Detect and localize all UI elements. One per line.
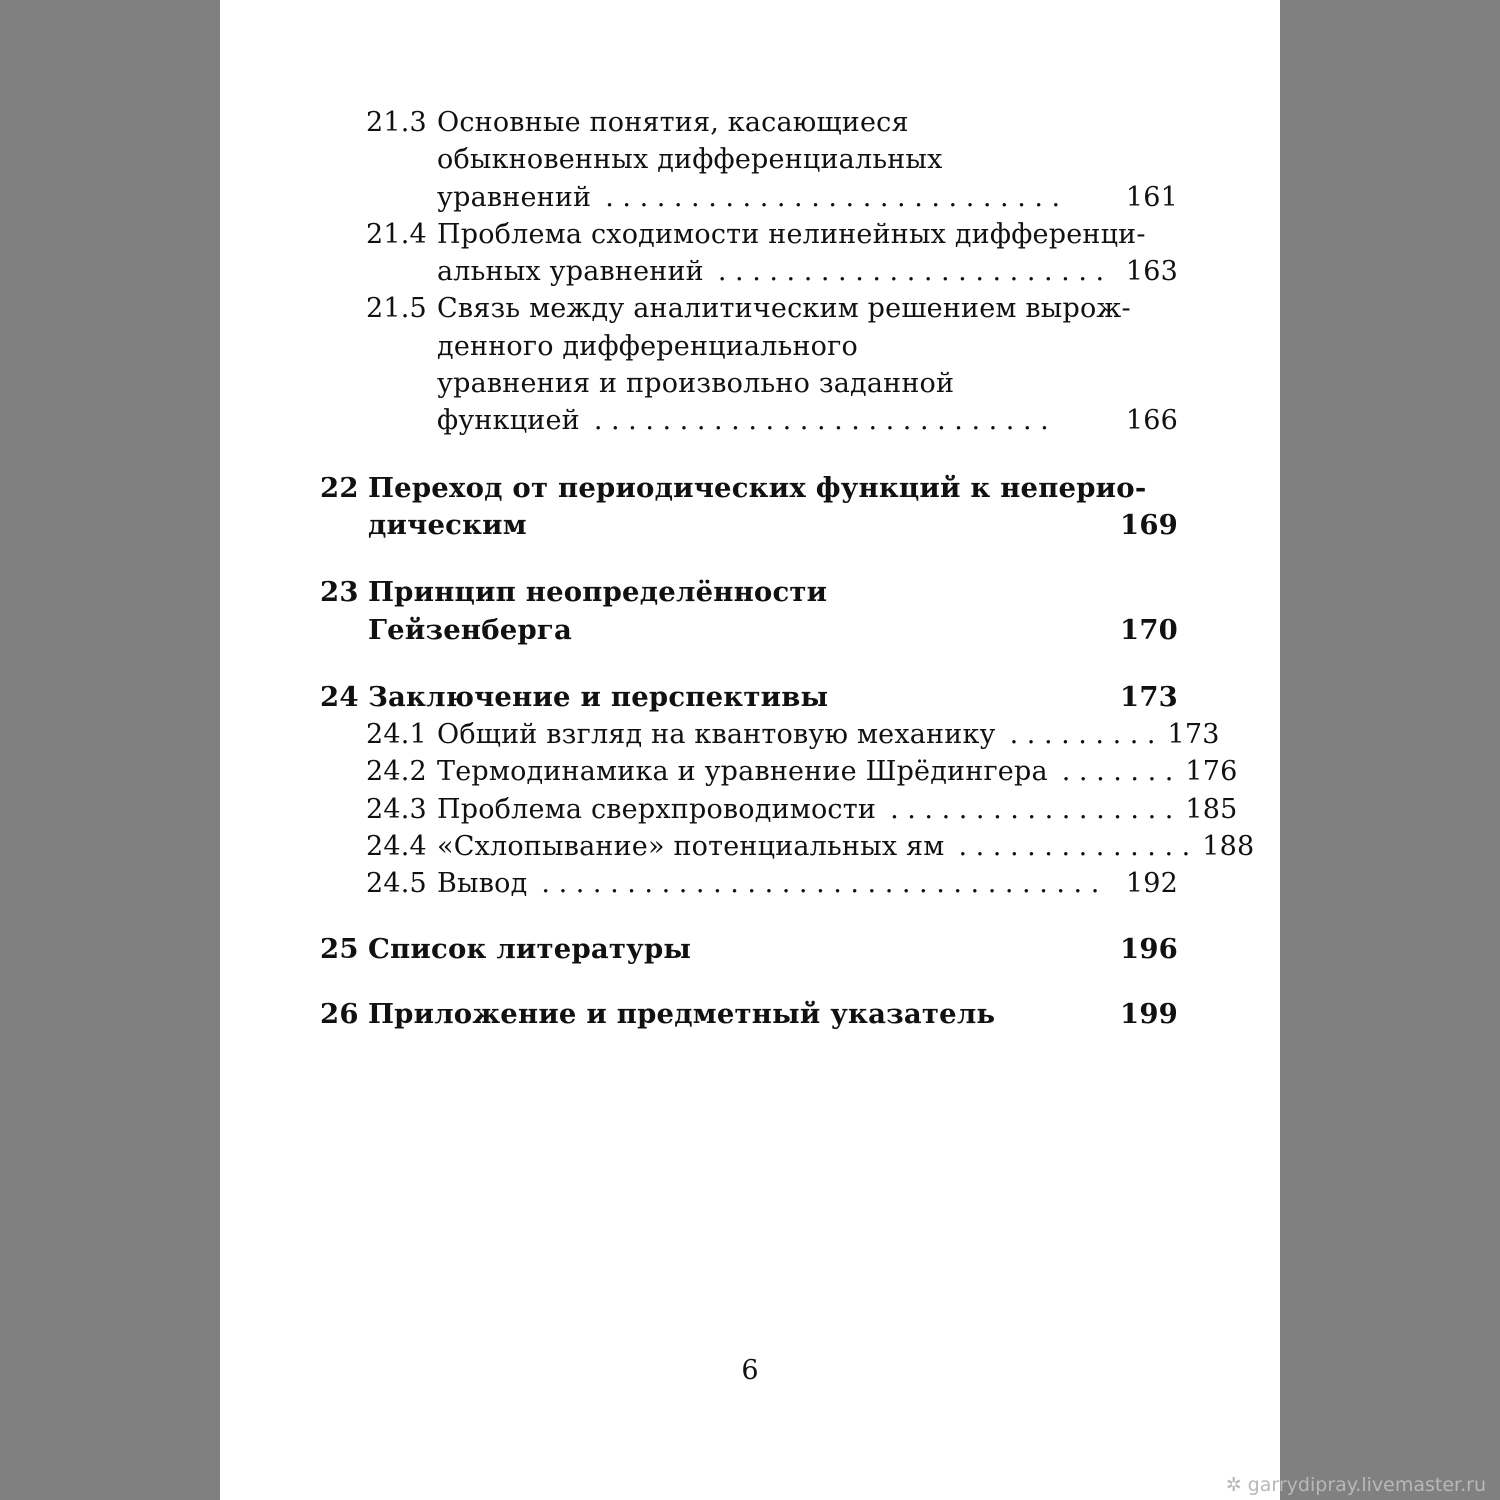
entry-page: 161 bbox=[1125, 181, 1178, 213]
leader-dots: . . . . . . . . . . . . . . . . . . . . . . . . . . . bbox=[593, 405, 1049, 437]
chapter-title-line: Гейзенберга bbox=[368, 613, 572, 646]
spacer bbox=[320, 440, 1178, 470]
entry-title: Проблема сверхпроводимости bbox=[437, 793, 877, 825]
chapter-continuation bbox=[320, 507, 1178, 544]
leader-line bbox=[437, 402, 1178, 439]
entry-continuation bbox=[320, 328, 1178, 365]
leader-dots: . . . . . . . . . . . . . . . . . . . . . . . . . . . bbox=[605, 181, 1061, 213]
entry-title-line: уравнения и произвольно заданной bbox=[437, 368, 955, 400]
chapter-number: 22 bbox=[320, 471, 359, 504]
chapter-number: 26 bbox=[320, 997, 359, 1030]
page-number: 6 bbox=[741, 1355, 759, 1386]
entry-page: 176 bbox=[1185, 756, 1238, 788]
spacer bbox=[320, 649, 1178, 679]
entry-continuation bbox=[320, 365, 1178, 402]
entry-number: 24.4 bbox=[366, 831, 427, 863]
leader-dots: . . . . . . . . . . . . . . bbox=[958, 831, 1191, 863]
leader-line bbox=[437, 865, 1178, 902]
entry-number: 24.3 bbox=[366, 793, 427, 825]
entry-title: Термодинамика и уравнение Шрёдингера bbox=[437, 756, 1048, 788]
leader-dots: . . . . . . . . . . . . . . . . . . . . . . . . . . . . . . . . . bbox=[541, 868, 1100, 900]
entry-title-line: Основные понятия, касающиеся bbox=[437, 107, 909, 138]
entry-page: 188 bbox=[1202, 831, 1255, 863]
entry-title: «Схлопывание» потенциальных ям bbox=[437, 831, 945, 863]
chapter-title: Приложение и предметный указатель bbox=[368, 997, 996, 1030]
entry-continuation bbox=[320, 402, 1178, 439]
entry-title: Вывод bbox=[437, 868, 528, 900]
entry-title-line: денного дифференциального bbox=[437, 330, 858, 362]
entry-title-line: обыкновенных дифференциальных bbox=[437, 144, 943, 176]
toc-chapter-22 bbox=[320, 470, 1178, 507]
chapter-continuation bbox=[320, 612, 1178, 649]
entry-title-line: Связь между аналитическим решением вырож- bbox=[437, 293, 1131, 325]
toc-entry-24-2 bbox=[320, 753, 1238, 790]
chapter-number: 23 bbox=[320, 576, 359, 609]
entry-page: 192 bbox=[1125, 868, 1178, 900]
entry-continuation bbox=[320, 253, 1178, 290]
entry-title-line: функцией bbox=[437, 405, 580, 437]
chapter-page: 196 bbox=[1119, 932, 1178, 965]
watermark: ✲ garrydipray.livemaster.ru bbox=[1225, 1474, 1486, 1496]
entry-page: 163 bbox=[1125, 256, 1178, 288]
spacer bbox=[320, 544, 1178, 574]
chapter-page: 169 bbox=[1119, 508, 1178, 541]
toc-entry-24-5 bbox=[320, 865, 1178, 902]
entry-title-line: Проблема сходимости нелинейных дифференци- bbox=[437, 218, 1146, 250]
toc-chapter-24 bbox=[320, 679, 1178, 716]
chapter-page: 170 bbox=[1119, 613, 1178, 646]
toc-entry-24-3 bbox=[320, 791, 1238, 828]
leader-dots: . . . . . . . . . . . . . . . . . bbox=[890, 793, 1174, 825]
entry-number: 21.3 bbox=[366, 107, 427, 138]
chapter-title: Заключение и перспективы bbox=[368, 680, 829, 713]
chapter-number: 25 bbox=[320, 932, 359, 965]
leader-line bbox=[437, 253, 1178, 290]
toc-entry-24-4 bbox=[320, 828, 1255, 865]
entry-page: 173 bbox=[1167, 719, 1220, 751]
entry-number: 24.5 bbox=[366, 868, 427, 900]
toc-chapter-23 bbox=[320, 574, 1178, 611]
chapter-page: 199 bbox=[1119, 997, 1178, 1030]
toc-entry-21-3 bbox=[320, 104, 1178, 141]
chapter-page: 173 bbox=[1119, 680, 1178, 713]
entry-page: 185 bbox=[1185, 793, 1238, 825]
entry-number: 21.4 bbox=[366, 218, 427, 250]
leader-line bbox=[437, 753, 1238, 790]
entry-title-line: уравнений bbox=[437, 181, 592, 213]
leader-dots: . . . . . . . . . bbox=[1009, 719, 1156, 751]
entry-title: Общий взгляд на квантовую механику bbox=[437, 719, 996, 751]
chapter-title-line: Принцип неопределённости bbox=[368, 576, 828, 609]
leader-dots: . . . . . . . . . . . . . . . . . . . . . . . bbox=[717, 256, 1105, 288]
entry-title-line: альных уравнений bbox=[437, 256, 704, 288]
toc-chapter-25 bbox=[320, 931, 1178, 968]
toc-entry-21-4 bbox=[320, 216, 1178, 253]
chapter-title: Список литературы bbox=[368, 932, 692, 965]
entry-number: 21.5 bbox=[366, 293, 427, 325]
spacer bbox=[320, 968, 1178, 996]
leader-line bbox=[437, 791, 1238, 828]
table-of-contents bbox=[320, 104, 1255, 1033]
leader-line bbox=[437, 716, 1220, 753]
entry-continuation bbox=[320, 179, 1178, 216]
chapter-title-line: дическим bbox=[368, 508, 527, 541]
entry-page: 166 bbox=[1125, 405, 1178, 437]
toc-entry-21-5 bbox=[320, 290, 1178, 327]
document-page bbox=[220, 0, 1280, 1500]
spacer bbox=[320, 903, 1178, 931]
chapter-number: 24 bbox=[320, 680, 359, 713]
entry-number: 24.2 bbox=[366, 756, 427, 788]
leader-line bbox=[437, 828, 1255, 865]
leader-line bbox=[437, 179, 1178, 216]
leader-dots: . . . . . . . bbox=[1061, 756, 1174, 788]
toc-chapter-26 bbox=[320, 996, 1178, 1033]
toc-entry-24-1 bbox=[320, 716, 1220, 753]
entry-continuation bbox=[320, 141, 1178, 178]
chapter-title-line: Переход от периодических функций к неперио- bbox=[368, 471, 1147, 504]
entry-number: 24.1 bbox=[366, 719, 427, 751]
